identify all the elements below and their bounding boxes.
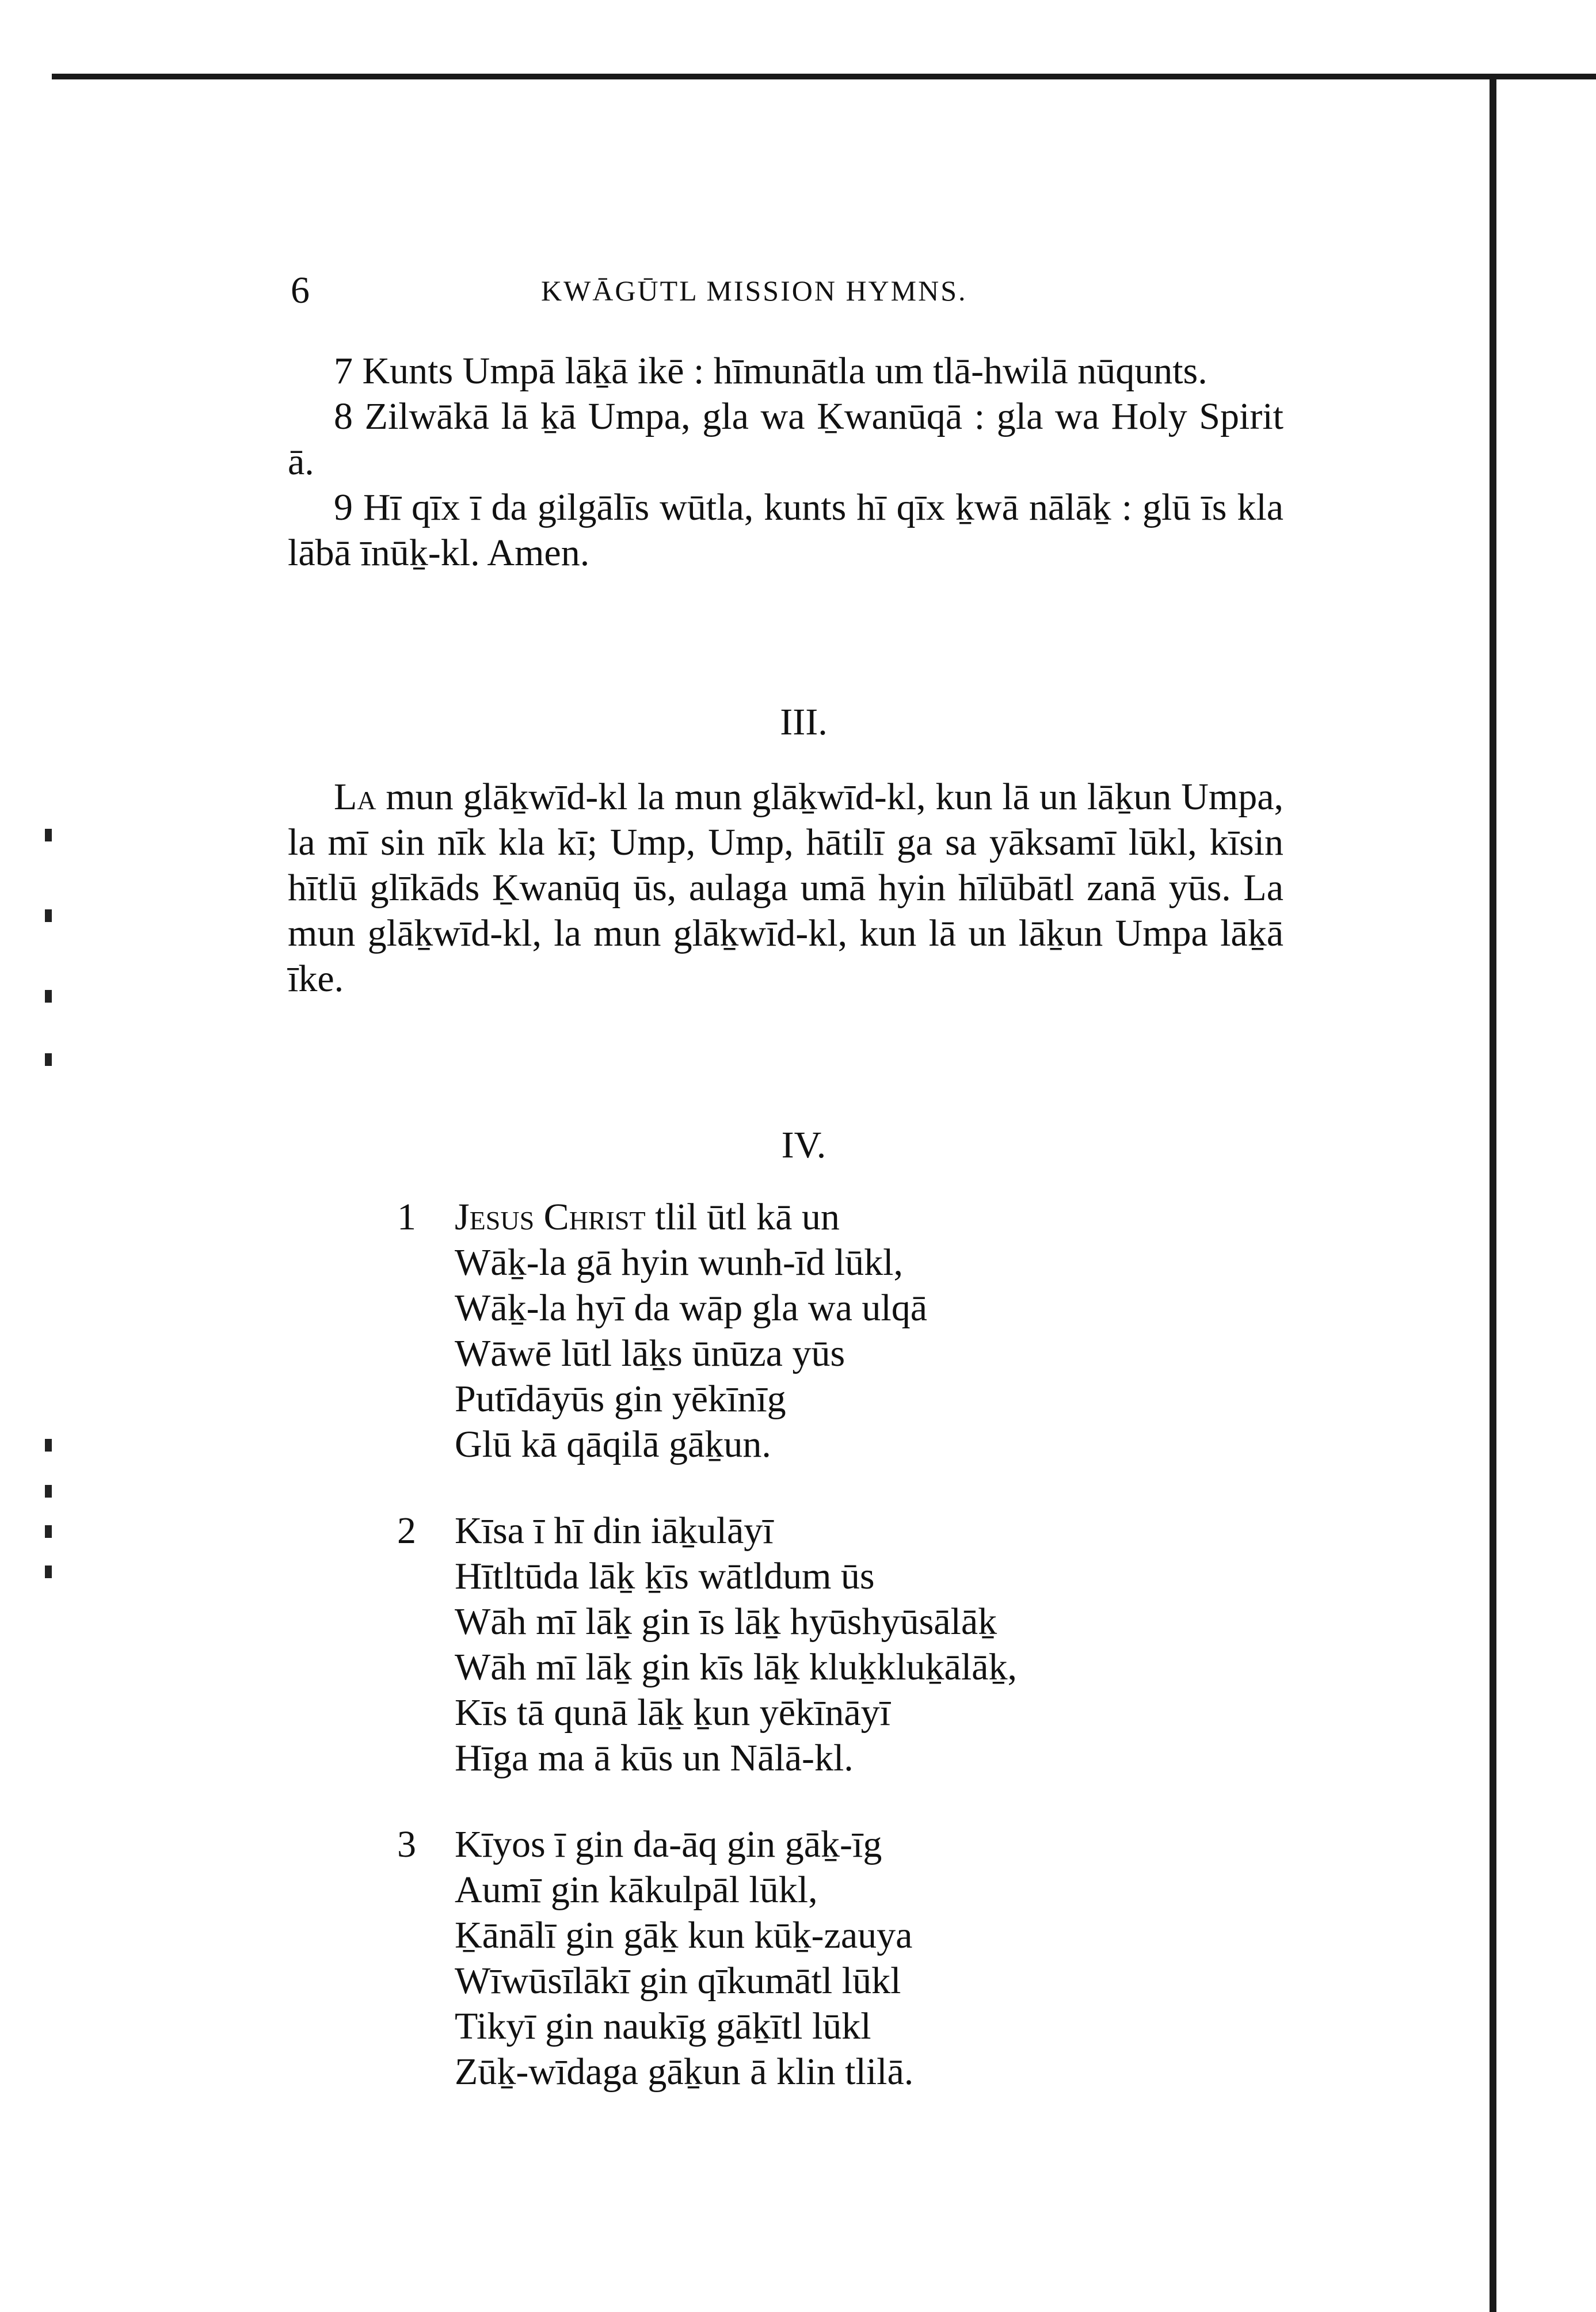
hymn-iv-stanza-3 [397,1822,1318,2094]
hymn-ii-continuation [288,348,1283,576]
stanza-1-line-3: Wāḵ-la hyī da wāp gla wa ulqā [455,1287,928,1329]
stanza-number: 2 [397,1510,416,1552]
stanza-2-line-5: Kīs tā qunā lāḵ ḵun yēkīnāyī [455,1692,891,1734]
stanza-2-line-2: Hītltūda lāḵ ḵīs wātldum ūs [455,1555,875,1597]
hymn-iv-stanza-1 [397,1194,1318,1467]
running-header [0,265,1381,317]
verse-7: 7 Kunts Umpā lāḵā ikē : hīmunātla um tlā-hwilā nūqunts. [334,350,1208,392]
stanza-3-line-5: Tikyī gin naukīg gāḵītl lūkl [455,2005,871,2047]
running-title: KWĀGŪTL MISSION HYMNS. [541,275,967,307]
stanza-3-line-1: Kīyos ī gin da-āq gin gāḵ-īg [455,1823,882,1865]
stanza-number: 1 [397,1196,416,1238]
scan-gutter-edge [1490,79,1496,2312]
scan-top-rule [52,74,1596,79]
hymn-iv-heading: IV. [781,1124,826,1166]
scan-margin-specks [40,806,58,1669]
stanza-1-line-2: Wāḵ-la gā hyin wunh-īd lūkl, [455,1241,903,1283]
hymn-iii-text [288,774,1283,1001]
stanza-2-line-6: Hīga ma ā kūs un Nālā-kl. [455,1737,854,1779]
hymn-iii-body: mun glāḵwīd-kl la mun glāḵwīd-kl, kun lā un lāḵun Umpa, la mī sin nīk kla kī; Ump, Ump, hātilī ga sa yāksamī lūkl, kīsin hītlū glīkāds Ḵwanūq ūs, aulaga umā hyin hīlūbātl zanā yūs. La mun glāḵwīd-kl, la mun glāḵwīd-kl, kun lā un lāḵun Umpa lāḵā īke. [288,776,1283,1000]
stanza-3-line-2: Aumī gin kākulpāl lūkl, [455,1869,818,1911]
stanza-1-line-5: Putīdāyūs gin yēkīnīg [455,1378,786,1420]
stanza-3-line-4: Wīwūsīlākī gin qīkumātl lūkl [455,1960,901,2002]
verse-9: 9 Hī qīx ī da gilgālīs wūtla, kunts hī qīx ḵwā nālāḵ : glū īs kla lābā īnūḵ-kl. Amen. [288,486,1283,574]
stanza-2-line-4: Wāh mī lāḵ gin kīs lāḵ kluḵkluḵālāḵ, [455,1646,1017,1688]
stanza-1-line-6: Glū kā qāqilā gāḵun. [455,1423,771,1465]
hymn-iii-heading: III. [780,701,828,743]
stanza-2-line-3: Wāh mī lāḵ gin īs lāḵ hyūshyūsālāḵ [455,1601,997,1643]
stanza-3-line-3: Ḵānālī gin gāḵ kun kūḵ-zauya [455,1914,913,1956]
stanza-number: 3 [397,1823,416,1865]
stanza-1-line-4: Wāwē lūtl lāḵs ūnūza yūs [455,1332,845,1374]
verse-8: 8 Zilwākā lā ḵā Umpa, gla wa Ḵwanūqā : gla wa Holy Spirit ā. [288,395,1283,483]
stanza-2-line-1: Kīsa ī hī din iāḵulāyī [455,1510,774,1552]
hymn-iv-stanza-2 [397,1508,1318,1781]
page-number: 6 [291,269,310,311]
hymn-iii-lead: La [334,776,376,818]
stanza-3-line-6: Zūḵ-wīdaga gāḵun ā klin tlilā. [455,2051,914,2093]
stanza-1-lead: Jesus Christ [455,1196,646,1238]
stanza-1-line-1: tlil ūtl kā un [655,1196,840,1238]
